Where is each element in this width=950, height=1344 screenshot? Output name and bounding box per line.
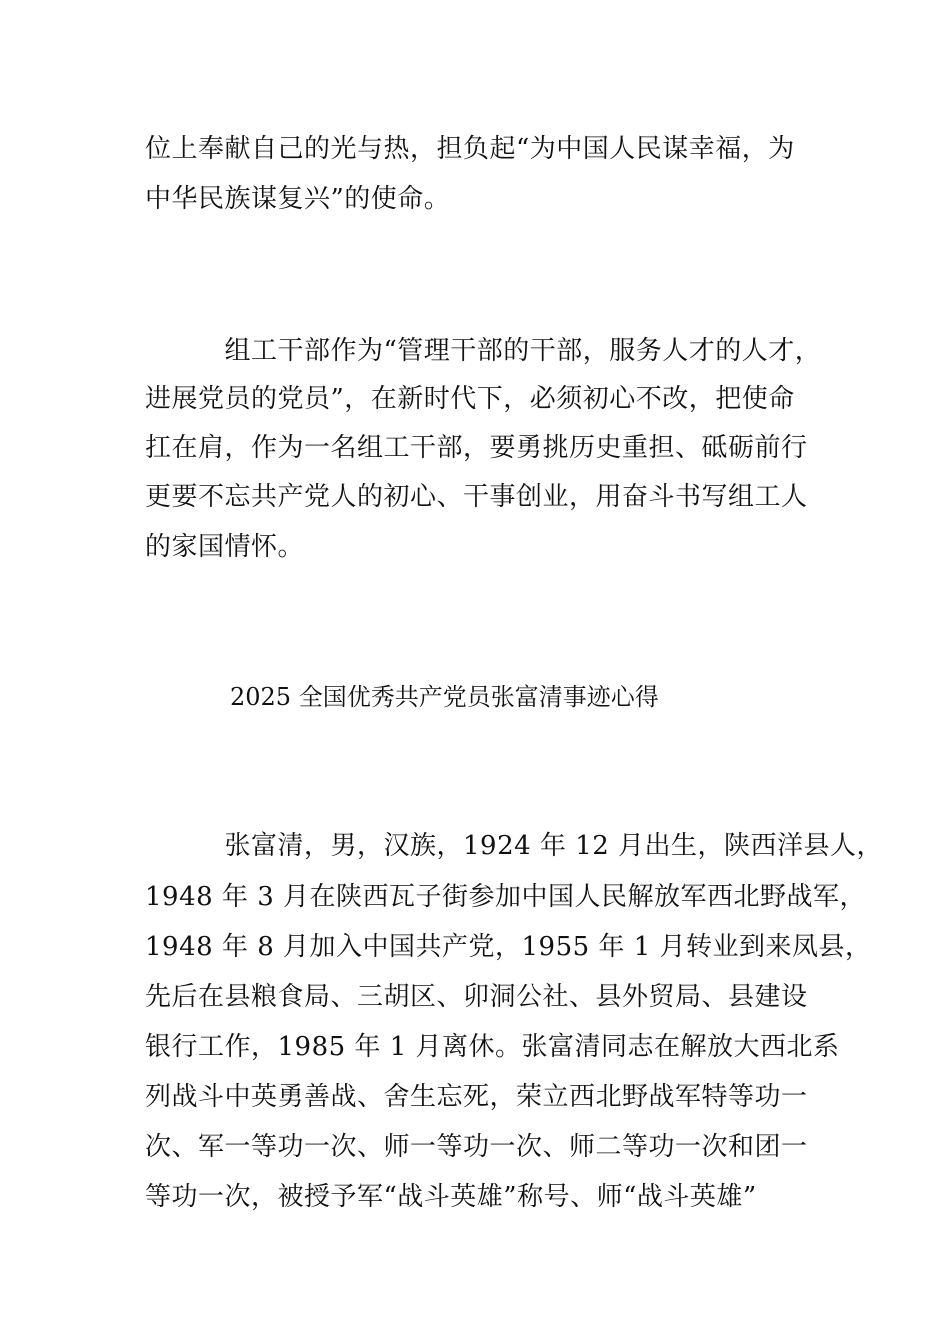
- paragraph-line: 银行工作，1985 年 1 月离休。张富清同志在解放大西北系: [145, 1032, 840, 1062]
- paragraph-line: 进展党员的党员”，在新时代下，必须初心不改，把使命: [145, 384, 795, 414]
- paragraph-line: 扛在肩，作为一名组工干部，要勇挑历史重担、砥砺前行: [145, 433, 808, 463]
- paragraph-line: 位上奉献自己的光与热，担负起“为中国人民谋幸福，为: [145, 134, 795, 164]
- paragraph-line: 的家国情怀。: [145, 532, 305, 562]
- paragraph-line: 1948 年 8 月加入中国共产党，1955 年 1 月转业到来凤县，: [145, 932, 872, 962]
- paragraph-line: 列战斗中英勇善战、舍生忘死，荣立西北野战军特等功一: [145, 1082, 808, 1112]
- paragraph-line: 张富清，男，汉族，1924 年 12 月出生，陕西洋县人，: [145, 831, 884, 861]
- paragraph-line: 中华民族谋复兴”的使命。: [145, 184, 451, 214]
- paragraph-line: 先后在县粮食局、三胡区、卯洞公社、县外贸局、县建设: [145, 982, 808, 1012]
- paragraph-line: 更要不忘共产党人的初心、干事创业，用奋斗书写组工人: [145, 482, 808, 512]
- paragraph-line: 次、军一等功一次、师一等功一次、师二等功一次和团一: [145, 1132, 808, 1162]
- paragraph-line: 1948 年 3 月在陕西瓦子街参加中国人民解放军西北野战军，: [145, 882, 867, 912]
- paragraph-line: 组工干部作为“管理干部的干部，服务人才的人才，: [145, 336, 822, 366]
- section-title: 2025 全国优秀共产党员张富清事迹心得: [230, 683, 659, 711]
- paragraph-line: 等功一次，被授予军“战斗英雄”称号、师“战斗英雄”: [145, 1182, 757, 1212]
